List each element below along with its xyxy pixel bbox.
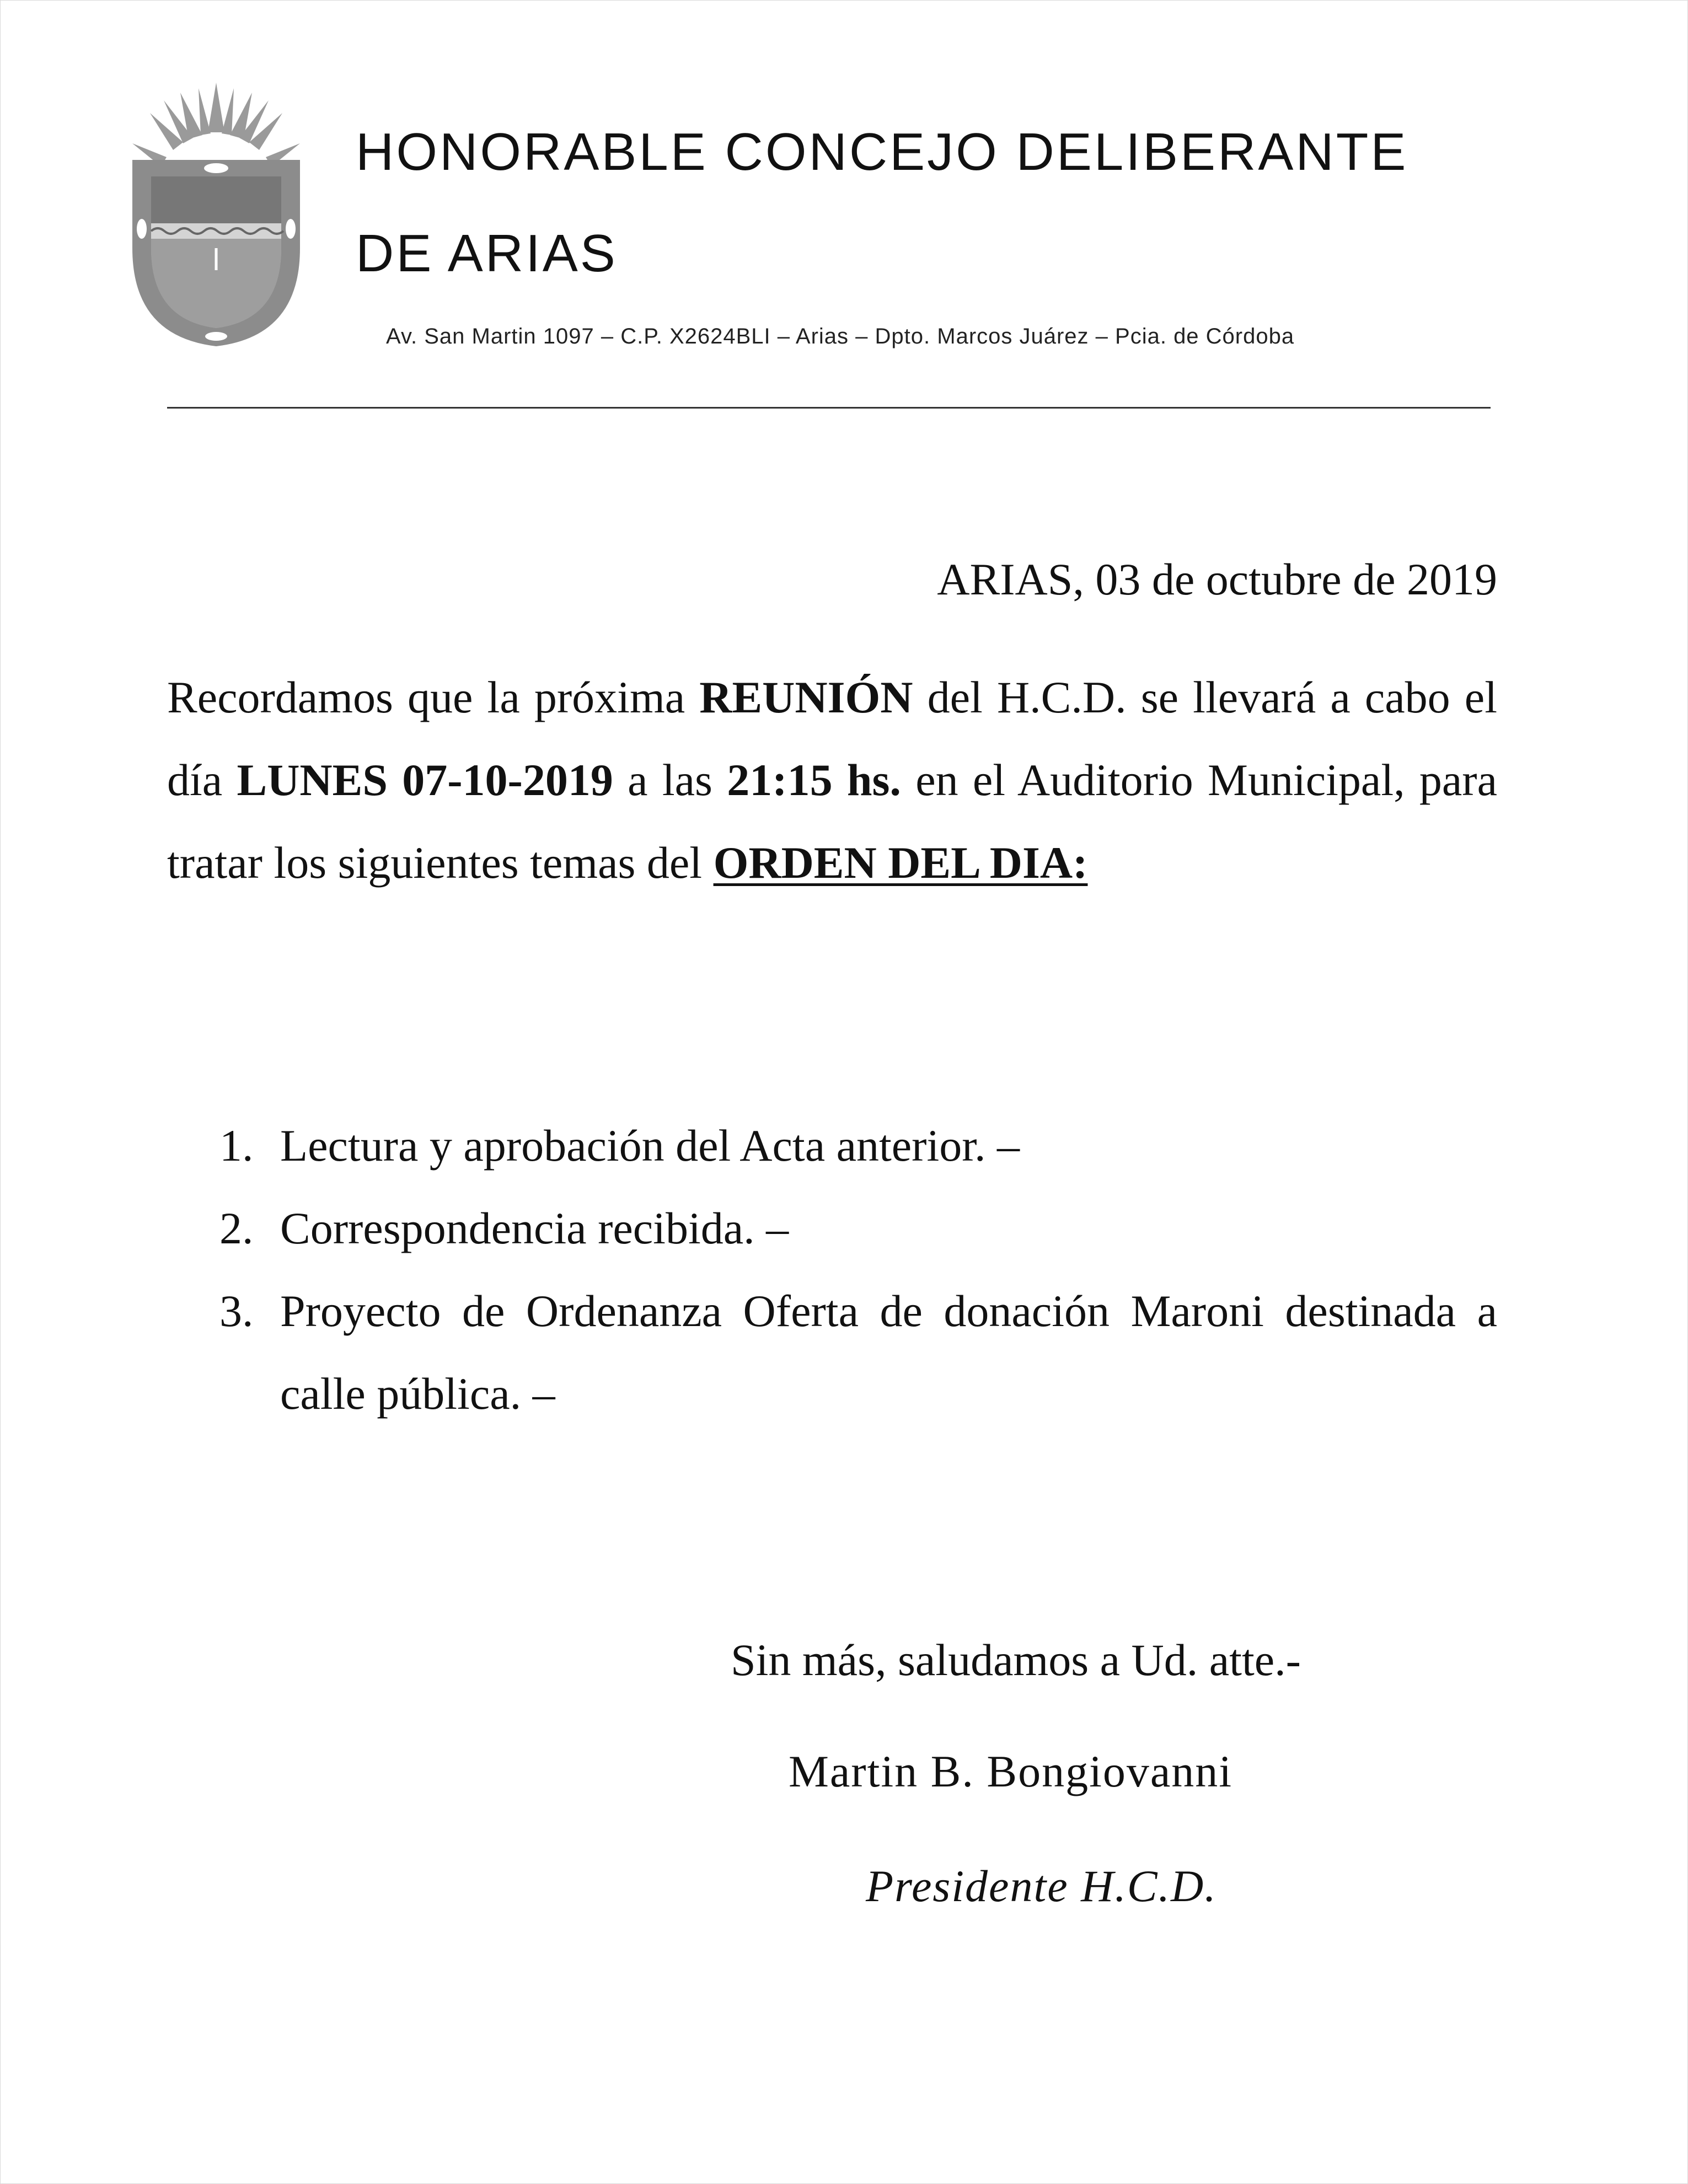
agenda-item (167, 1187, 1497, 1270)
agenda-item-text: Lectura y aprobación del Acta anterior. – (280, 1120, 1020, 1171)
notice-text-3: a las (613, 755, 727, 805)
agenda-heading: ORDEN DEL DIA: (713, 838, 1088, 888)
notice-paragraph (167, 656, 1497, 904)
organization-location: DE ARIAS (356, 224, 618, 283)
letterhead-divider (167, 407, 1491, 409)
organization-name: HONORABLE CONCEJO DELIBERANTE (356, 122, 1408, 181)
signer-name: Martin B. Bongiovanni (789, 1746, 1233, 1796)
meeting-date: LUNES 07-10-2019 (237, 755, 613, 805)
signer-role: Presidente H.C.D. (866, 1861, 1217, 1911)
meeting-word: REUNIÓN (699, 672, 913, 722)
notice-text-1: Recordamos que la próxima (167, 672, 700, 722)
agenda-list (167, 1104, 1497, 1435)
organization-address: Av. San Martin 1097 – C.P. X2624BLI – Arias – Dpto. Marcos Juárez – Pcia. de Córdoba (386, 324, 1295, 348)
closing-farewell: Sin más, saludamos a Ud. atte.- (731, 1635, 1301, 1685)
meeting-time: 21:15 hs. (727, 755, 901, 805)
agenda-item-text: Correspondencia recibida. – (280, 1203, 789, 1253)
agenda-item (167, 1104, 1497, 1187)
notice-text-2: del H.C.D. se llevará a cabo el día (167, 672, 1497, 805)
document-date: ARIAS, 03 de octubre de 2019 (937, 554, 1497, 604)
notice-text-4: en el Auditorio Municipal, para tratar los siguientes temas del (167, 755, 1498, 888)
agenda-item-text: Proyecto de Ordenanza Oferta de donación Maroni destinada a calle pública. – (280, 1286, 1497, 1419)
agenda-item-number: 3. (219, 1286, 254, 1336)
agenda-item-number: 2. (219, 1203, 254, 1253)
agenda-item-number: 1. (219, 1120, 254, 1171)
municipal-crest-icon (128, 83, 304, 347)
agenda-item (167, 1270, 1497, 1435)
